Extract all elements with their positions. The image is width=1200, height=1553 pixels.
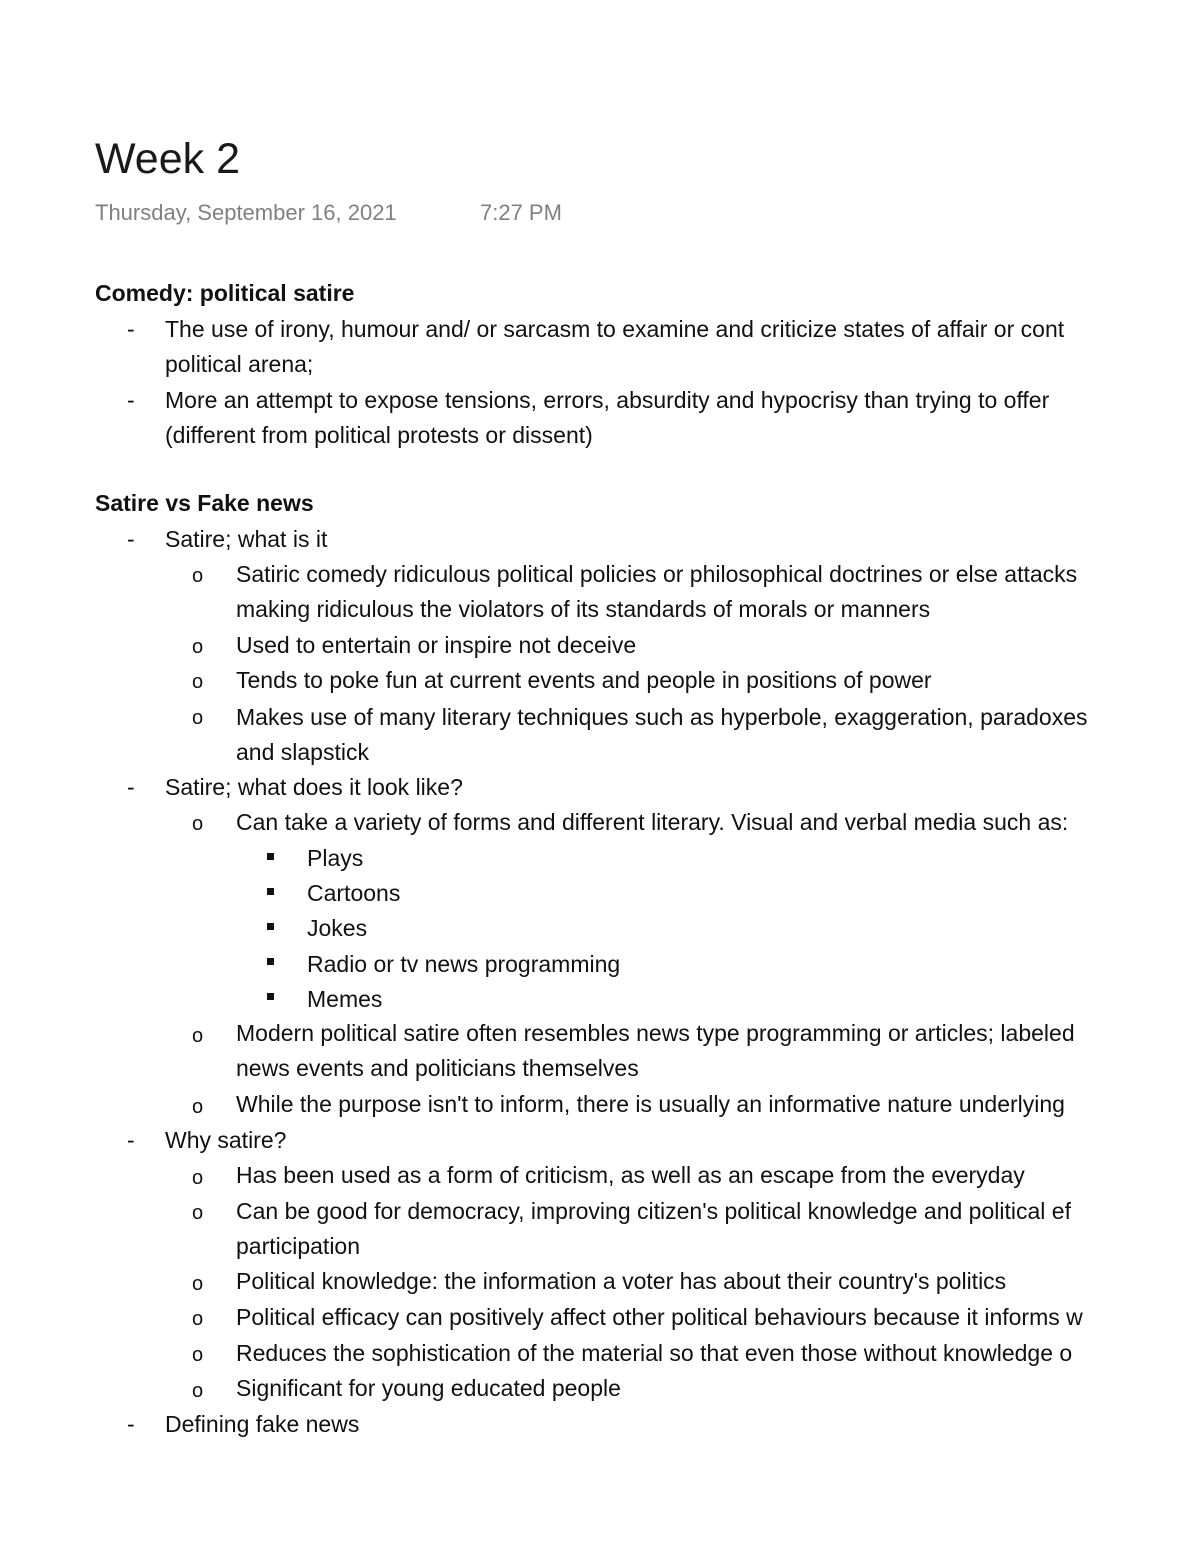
circle-bullet-icon: o	[192, 1344, 204, 1366]
dash-bullet-icon: -	[127, 1411, 135, 1437]
circle-bullet-icon: o	[192, 636, 204, 658]
circle-bullet-icon: o	[192, 707, 204, 729]
sub-sub-list-item: Memes	[307, 986, 383, 1012]
note-time: 7:27 PM	[480, 200, 562, 225]
sub-list-item: While the purpose isn't to inform, there is usually an informative nature underlying	[236, 1091, 1065, 1117]
dash-bullet-icon: -	[127, 1127, 135, 1153]
circle-bullet-icon: o	[192, 1096, 204, 1118]
list-item: Defining fake news	[165, 1411, 360, 1437]
sub-list-item: Tends to poke fun at current events and people in positions of power	[236, 667, 932, 693]
sub-sub-list-item: Radio or tv news programming	[307, 951, 621, 977]
sub-list-item: Significant for young educated people	[236, 1375, 621, 1401]
dash-bullet-icon: -	[127, 316, 135, 342]
list-item: Satire; what is it	[165, 526, 328, 552]
list-item: The use of irony, humour and/ or sarcasm to examine and criticize states of affair or cont	[165, 316, 1065, 342]
sub-list-item: Has been used as a form of criticism, as well as an escape from the everyday	[236, 1162, 1025, 1188]
sub-list-item-continuation: making ridiculous the violators of its standards of morals or manners	[236, 596, 931, 622]
list-item: Why satire?	[165, 1127, 287, 1153]
circle-bullet-icon: o	[192, 1273, 204, 1295]
sub-sub-list-item: Jokes	[307, 915, 368, 941]
dash-bullet-icon: -	[127, 774, 135, 800]
circle-bullet-icon: o	[192, 1202, 204, 1224]
sub-list-item: Political efficacy can positively affect other political behaviours because it informs w	[236, 1304, 1083, 1330]
section-heading-political-satire: Comedy: political satire	[95, 280, 355, 306]
sub-list-item: Can take a variety of forms and different literary. Visual and verbal media such as:	[236, 809, 1069, 835]
sub-list-item: Satiric comedy ridiculous political policies or philosophical doctrines or else attacks	[236, 561, 1078, 587]
dash-bullet-icon: -	[127, 526, 135, 552]
circle-bullet-icon: o	[192, 1380, 204, 1402]
square-bullet-icon	[267, 888, 274, 895]
sub-list-item-continuation: news events and politicians themselves	[236, 1055, 639, 1081]
square-bullet-icon	[267, 853, 274, 860]
circle-bullet-icon: o	[192, 1025, 204, 1047]
square-bullet-icon	[267, 923, 274, 930]
list-item: Satire; what does it look like?	[165, 774, 463, 800]
sub-list-item: Political knowledge: the information a voter has about their country's politics	[236, 1268, 1007, 1294]
note-timestamp	[95, 199, 562, 227]
section-heading-satire-vs-fake-news: Satire vs Fake news	[95, 490, 314, 516]
sub-list-item: Can be good for democracy, improving citizen's political knowledge and political ef	[236, 1198, 1071, 1224]
list-item-continuation: (different from political protests or dissent)	[165, 422, 593, 448]
circle-bullet-icon: o	[192, 1167, 204, 1189]
sub-list-item: Reduces the sophistication of the material so that even those without knowledge o	[236, 1340, 1073, 1366]
sub-list-item: Used to entertain or inspire not deceive	[236, 632, 637, 658]
dash-bullet-icon: -	[127, 387, 135, 413]
sub-sub-list-item: Plays	[307, 845, 364, 871]
page-title: Week 2	[95, 135, 240, 183]
sub-list-item-continuation: and slapstick	[236, 739, 369, 765]
circle-bullet-icon: o	[192, 813, 204, 835]
square-bullet-icon	[267, 993, 274, 1000]
square-bullet-icon	[267, 958, 274, 965]
sub-list-item: Makes use of many literary techniques such as hyperbole, exaggeration, paradoxes	[236, 704, 1088, 730]
sub-sub-list-item: Cartoons	[307, 880, 401, 906]
list-item-continuation: political arena;	[165, 351, 314, 377]
note-date: Thursday, September 16, 2021	[95, 200, 397, 225]
circle-bullet-icon: o	[192, 671, 204, 693]
sub-list-item: Modern political satire often resembles news type programming or articles; labeled	[236, 1020, 1075, 1046]
list-item: More an attempt to expose tensions, errors, absurdity and hypocrisy than trying to offer	[165, 387, 1050, 413]
circle-bullet-icon: o	[192, 1308, 204, 1330]
circle-bullet-icon: o	[192, 565, 204, 587]
sub-list-item-continuation: participation	[236, 1233, 361, 1259]
